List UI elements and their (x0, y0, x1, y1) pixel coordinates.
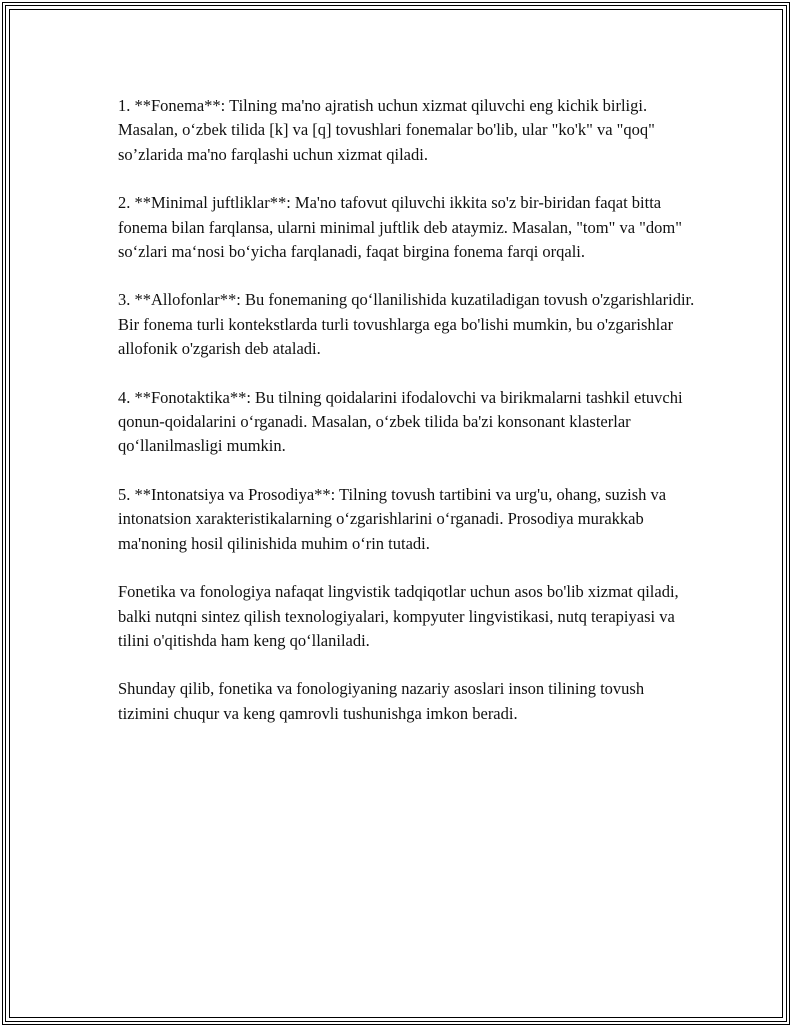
paragraph-fonotaktika: 4. **Fonotaktika**: Bu tilning qoidalarini ifodalovchi va birikmalarni tashkil etuvchi qonun-qoidalarini o‘rganadi. Masalan, o‘zbek tilida ba'zi konsonant klasterlar qo‘llanilmasligi mumkin. (118, 387, 683, 456)
paragraph-conclusion: Shunday qilib, fonetika va fonologiyaning nazariy asoslari inson tilining tovush tizimini chuqur va keng qamrovli tushunishga imkon beradi. (118, 679, 645, 723)
paragraph-minimal-juftliklar: 2. **Minimal juftliklar**: Ma'no tafovut qiluvchi ikkita so'z bir-biridan faqat bitta fonema bilan farqlansa, ularni minimal juftlik deb ataymiz. Masalan, "tom" va "dom" so‘zlari ma‘nosi bo‘yicha farqlanadi, faqat birgina fonema farqi orqali. (118, 193, 682, 262)
document-body (118, 94, 698, 750)
paragraph-intonatsiya-prosodiya: 5. **Intonatsiya va Prosodiya**: Tilning tovush tartibini va urg'u, ohang, suzish va intonatsion xarakteristikalarning o‘zgarishlarini o‘rganadi. Prosodiya murakkab ma'noning hosil qilinishida muhim o‘rin tutadi. (118, 484, 667, 553)
paragraph-fonetika-fonologiya: Fonetika va fonologiya nafaqat lingvistik tadqiqotlar uchun asos bo'lib xizmat qiladi, balki nutqni sintez qilish texnologiyalari, kompyuter lingvistikasi, nutq terapiyasi va tilini o'qitishda ham keng qo‘llaniladi. (118, 582, 679, 650)
paragraph-fonema: 1. **Fonema**: Tilning ma'no ajratish uchun xizmat qiluvchi eng kichik birligi. Masalan, o‘zbek tilida [k] va [q] tovushlari fonemalar bo'lib, ular "ko'k" va "qoq" so’zlarida ma'no farqlashi uchun xizmat qiladi. (118, 96, 655, 164)
paragraph-allofonlar: 3. **Allofonlar**: Bu fonemaning qo‘llanilishida kuzatiladigan tovush o'zgarishlaridir. Bir fonema turli kontekstlarda turli tovushlarga ega bo'lishi mumkin, bu o'zgarishlar allofonik o'zgarish deb ataladi. (118, 290, 695, 359)
